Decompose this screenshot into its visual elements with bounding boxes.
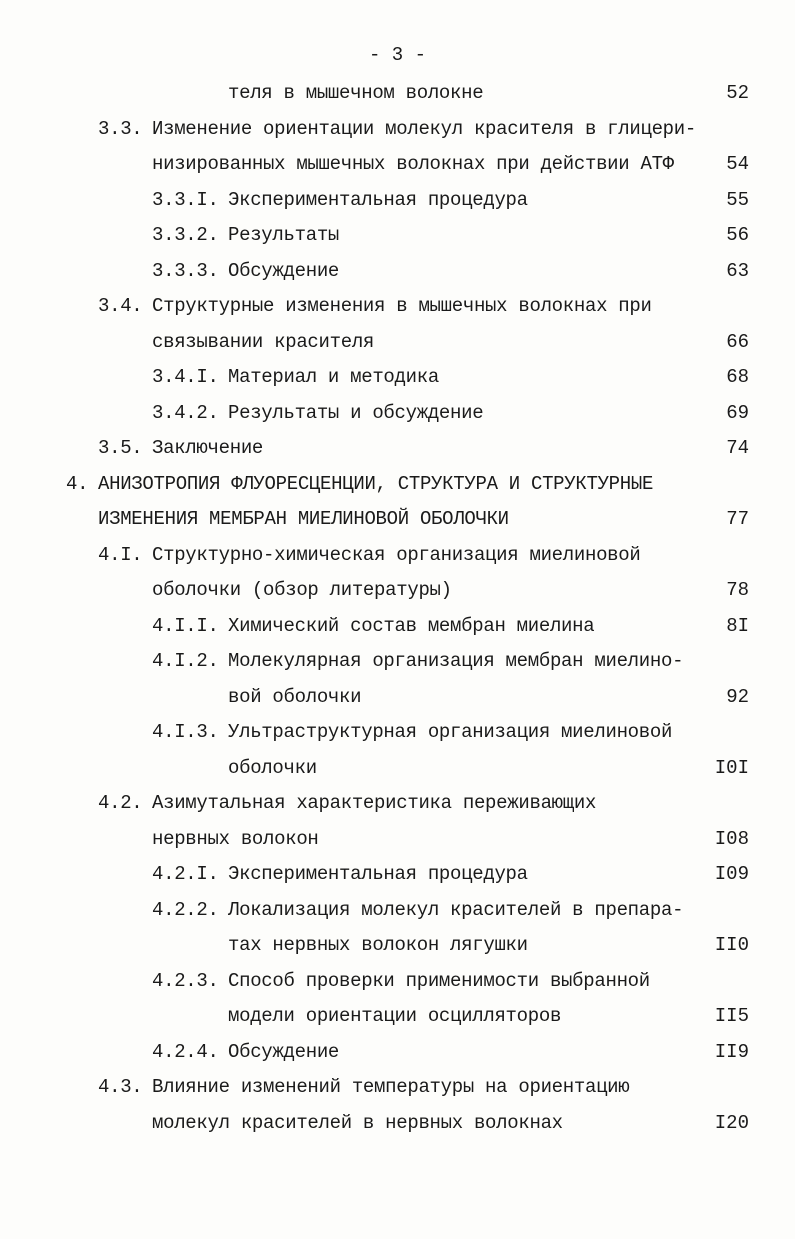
toc-page: 68 — [726, 366, 749, 388]
toc-text: Обсуждение — [228, 260, 340, 282]
toc-text: АНИЗОТРОПИЯ ФЛУОРЕСЦЕНЦИИ, СТРУКТУРА И СТРУКТУРНЫЕ — [98, 473, 654, 495]
toc-page: 55 — [726, 189, 749, 211]
toc-number: 3.3.I. — [152, 189, 219, 211]
toc-text: оболочки (обзор литературы) — [152, 579, 452, 601]
toc-page: 92 — [726, 686, 749, 708]
toc-text: Экспериментальная процедура — [228, 863, 528, 885]
toc-text: Материал и методика — [228, 366, 439, 388]
toc-text: Химический состав мембран миелина — [228, 615, 595, 637]
toc-text: Заключение — [152, 437, 264, 459]
toc-number: 4.I.2. — [152, 650, 219, 672]
toc-number: 4.I. — [98, 544, 143, 566]
toc-text: Структурные изменения в мышечных волокнах при — [152, 295, 652, 317]
toc-number: 4.I.3. — [152, 721, 219, 743]
toc-page: II9 — [714, 1041, 749, 1063]
toc-text: Обсуждение — [228, 1041, 340, 1063]
toc-text: Результаты и обсуждение — [228, 402, 484, 424]
toc-page: 78 — [726, 579, 749, 601]
page-number: - 3 - — [368, 44, 426, 66]
toc-page: I08 — [714, 828, 749, 850]
toc-page: 54 — [726, 153, 749, 175]
toc-text: связывании красителя — [152, 331, 375, 353]
toc-text: Экспериментальная процедура — [228, 189, 528, 211]
toc-page: 63 — [726, 260, 749, 282]
toc-number: 3.3. — [98, 118, 143, 140]
toc-page: I20 — [714, 1112, 749, 1134]
toc-text: Молекулярная организация мембран миелино- — [228, 650, 684, 672]
toc-number: 3.5. — [98, 437, 143, 459]
toc-page: 74 — [726, 437, 749, 459]
toc-text: тах нервных волокон лягушки — [228, 934, 528, 956]
toc-number: 4.2.2. — [152, 899, 219, 921]
toc-text: Результаты — [228, 224, 340, 246]
toc-number: 4.2.4. — [152, 1041, 219, 1063]
toc-number: 3.3.3. — [152, 260, 219, 282]
toc-text: Азимутальная характеристика переживающих — [152, 792, 597, 814]
toc-text: модели ориентации осцилляторов — [228, 1005, 562, 1027]
toc-text: Изменение ориентации молекул красителя в глицери- — [152, 118, 696, 140]
toc-text: низированных мышечных волокнах при действии АТФ — [152, 153, 674, 175]
toc-number: 3.3.2. — [152, 224, 219, 246]
toc-text: Локализация молекул красителей в препара- — [228, 899, 684, 921]
toc-text: Структурно-химическая организация миелиновой — [152, 544, 641, 566]
toc-page: 77 — [726, 508, 749, 530]
toc-number: 4. — [66, 473, 89, 495]
toc-page: 52 — [726, 82, 749, 104]
toc-text: ИЗМЕНЕНИЯ МЕМБРАН МИЕЛИНОВОЙ ОБОЛОЧКИ — [98, 508, 509, 530]
toc-number: 3.4. — [98, 295, 143, 317]
toc-number: 4.2. — [98, 792, 143, 814]
toc-text: теля в мышечном волокне — [228, 82, 484, 104]
toc-number: 4.3. — [98, 1076, 143, 1098]
toc-text: молекул красителей в нервных волокнах — [152, 1112, 563, 1134]
toc-text: Влияние изменений температуры на ориентацию — [152, 1076, 630, 1098]
toc-page: 66 — [726, 331, 749, 353]
toc-page: I09 — [714, 863, 749, 885]
toc-number: 4.2.I. — [152, 863, 219, 885]
toc-page: 8I — [726, 615, 749, 637]
toc-page: II5 — [714, 1005, 749, 1027]
toc-number: 3.4.I. — [152, 366, 219, 388]
toc-page: 56 — [726, 224, 749, 246]
toc-number: 3.4.2. — [152, 402, 219, 424]
toc-text: Способ проверки применимости выбранной — [228, 970, 650, 992]
toc-text: вой оболочки — [228, 686, 362, 708]
toc-text: Ультраструктурная организация миелиновой — [228, 721, 673, 743]
toc-number: 4.2.3. — [152, 970, 219, 992]
toc-page: I0I — [714, 757, 749, 779]
toc-page: 69 — [726, 402, 749, 424]
toc-page: II0 — [714, 934, 749, 956]
toc-text: оболочки — [228, 757, 317, 779]
toc-number: 4.I.I. — [152, 615, 219, 637]
toc-text: нервных волокон — [152, 828, 319, 850]
